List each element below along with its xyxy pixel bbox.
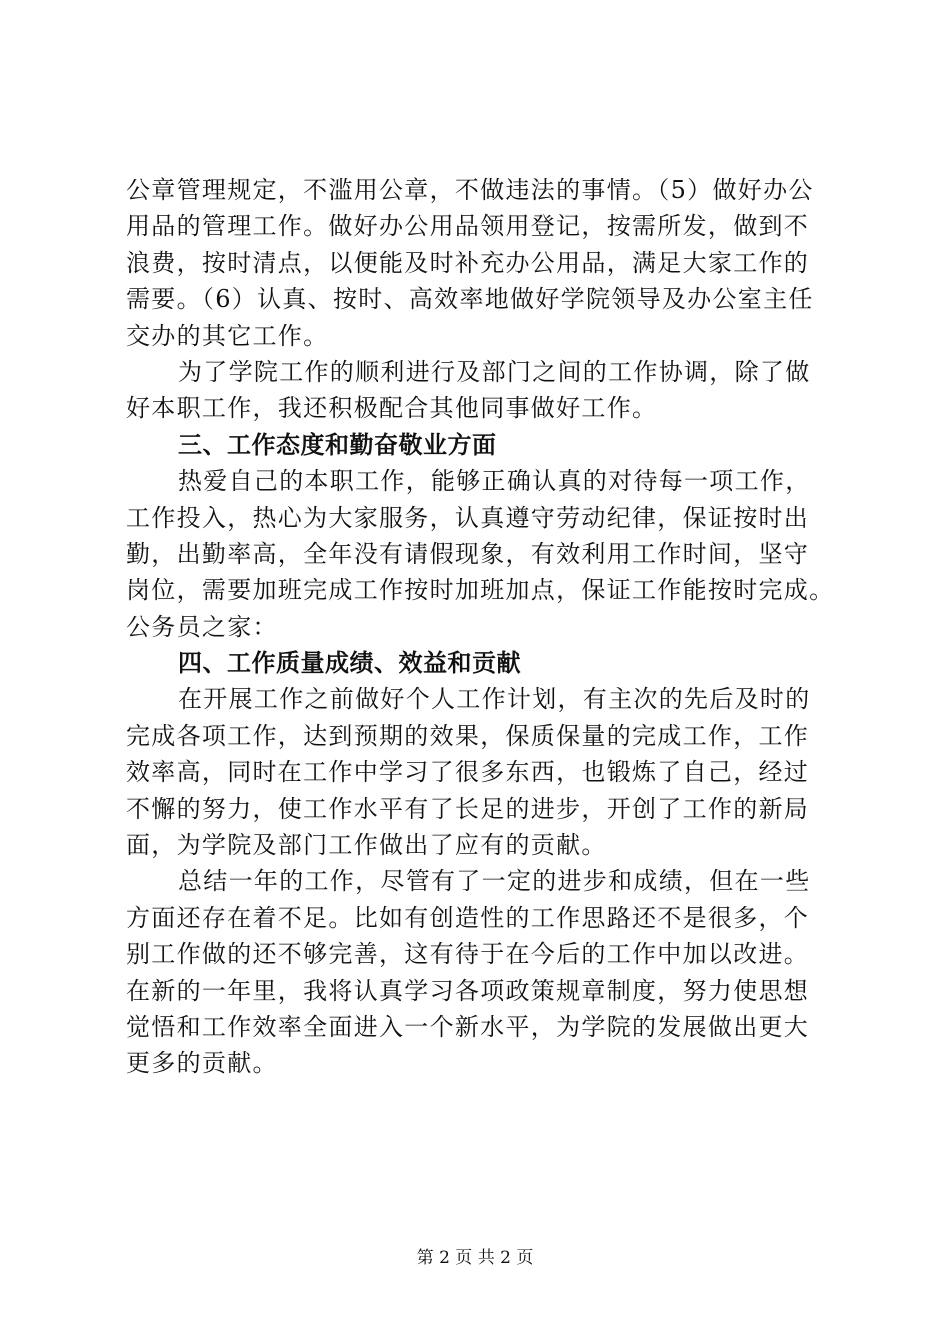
text-line: 更多的贡献。 — [126, 1049, 278, 1078]
text-line: 不懈的努力，使工作水平有了长足的进步，开创了工作的新局 — [126, 794, 810, 823]
text-line: 为了学院工作的顺利进行及部门之间的工作协调，除了做 — [178, 357, 811, 386]
text-line: 好本职工作，我还积极配合其他同事做好工作。 — [126, 394, 658, 423]
text-line: 觉悟和工作效率全面进入一个新水平，为学院的发展做出更大 — [126, 1012, 810, 1041]
document-body — [126, 172, 846, 1082]
text-line: 完成各项工作，达到预期的效果，保质保量的完成工作，工作 — [126, 721, 810, 750]
paragraph-continuation — [126, 172, 846, 354]
text-line: 公章管理规定，不滥用公章，不做违法的事情。（5）做好办公 — [126, 176, 814, 204]
text-line: 交办的其它工作。 — [126, 321, 329, 350]
text-line: 勤，出勤率高，全年没有请假现象，有效利用工作时间，坚守 — [126, 539, 810, 568]
text-line: 用品的管理工作。做好办公用品领用登记，按需所发，做到不 — [126, 212, 810, 241]
paragraph-summary — [126, 863, 846, 1081]
text-line: 需要。（6）认真、按时、高效率地做好学院领导及办公室主任 — [126, 285, 814, 314]
text-line: 工作投入，热心为大家服务，认真遵守劳动纪律，保证按时出 — [126, 503, 810, 532]
text-line: 浪费，按时清点，以便能及时补充办公用品，满足大家工作的 — [126, 248, 810, 277]
text-line: 岗位，需要加班完成工作按时加班加点，保证工作能按时完成。 — [126, 576, 835, 605]
text-line: 方面还存在着不足。比如有创造性的工作思路还不是很多，个 — [126, 903, 810, 932]
text-line: 在新的一年里，我将认真学习各项政策规章制度，努力使思想 — [126, 976, 810, 1005]
paragraph-quality — [126, 681, 846, 863]
section-heading-quality: 四、工作质量成绩、效益和贡献 — [178, 649, 521, 678]
text-line: 公务员之家： — [126, 612, 278, 641]
page-number-footer: 第 2 页 共 2 页 — [416, 1248, 534, 1268]
text-line: 热爱自己的本职工作，能够正确认真的对待每一项工作， — [178, 467, 811, 496]
text-line: 效率高，同时在工作中学习了很多东西，也锻炼了自己，经过 — [126, 758, 810, 787]
paragraph-coordination — [126, 354, 846, 427]
text-line: 总结一年的工作，尽管有了一定的进步和成绩，但在一些 — [178, 867, 811, 896]
text-line: 在开展工作之前做好个人工作计划，有主次的先后及时的 — [178, 685, 811, 714]
text-line: 别工作做的还不够完善，这有待于在今后的工作中加以改进。 — [126, 940, 810, 969]
section-heading-attitude: 三、工作态度和勤奋敬业方面 — [178, 430, 497, 459]
text-line: 面，为学院及部门工作做出了应有的贡献。 — [126, 831, 607, 860]
paragraph-attitude — [126, 463, 846, 645]
